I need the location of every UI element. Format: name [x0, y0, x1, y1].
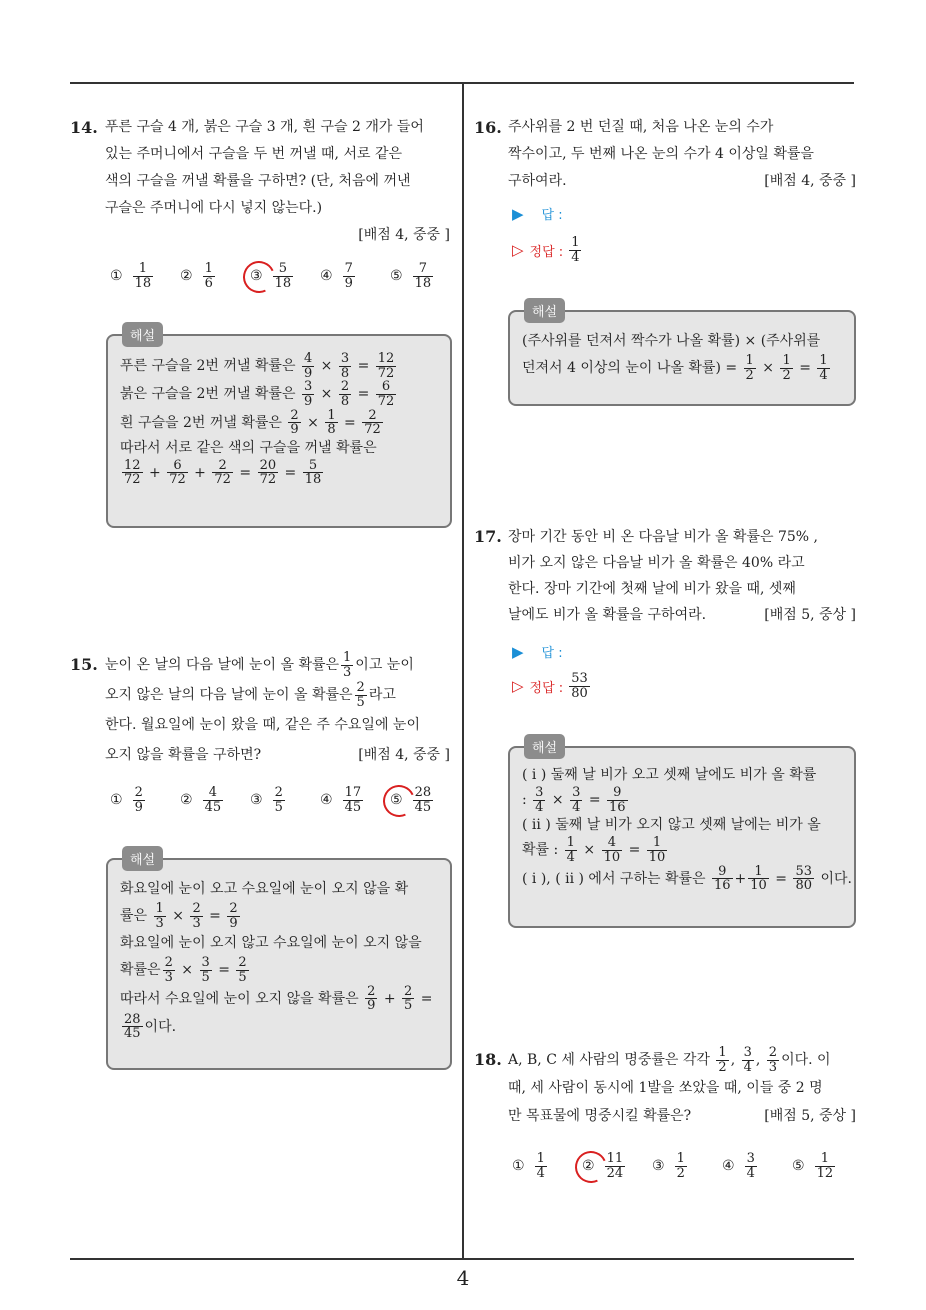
choices-18	[512, 1152, 862, 1180]
points-label: [배점 5, 중상 ]	[764, 1108, 856, 1125]
choice-3[interactable]: ③ $\frac{5}{18}$	[250, 262, 320, 290]
answer-row-16: ▶ 답 :	[512, 204, 563, 223]
question-text: 장마 기간 동안 비 온 다음날 비가 올 확률은 75% , 비가 오지 않은 다음날 비가 올 확률은 40% 라고 한다. 장마 기간에 첫째 날에 비가 왔을 때, 셋째 날에도 비가 올 확률을 구하여라. [배점 5, 중상 ]	[508, 524, 856, 628]
question-number: 14.	[70, 118, 98, 137]
solution-tag: 해설	[122, 322, 163, 347]
choice-4[interactable]: ④ $\frac{3}{4}$	[722, 1151, 755, 1181]
column-divider	[462, 84, 464, 1258]
bottom-rule	[70, 1258, 854, 1260]
question-text: 푸른 구슬 4 개, 붉은 구슬 3 개, 흰 구슬 2 개가 들어 있는 주머니에서 구슬을 두 번 꺼낼 때, 서로 같은 색의 구슬을 꺼낼 확률을 구하면? (단, 처음에 꺼낸 구슬은 주머니에 다시 넣지 않는다.) [배점 4, 중중 ]	[105, 114, 450, 249]
points-label: [배점 4, 중중 ]	[358, 227, 450, 243]
outline-triangle-icon: ▷	[512, 677, 524, 696]
choice-2[interactable]: ② $\frac{1}{6}$	[180, 261, 213, 291]
choice-1[interactable]: ① $\frac{2}{9}$	[110, 785, 143, 815]
question-text: 주사위를 2 번 던질 때, 처음 나온 눈의 수가 짝수이고, 두 번째 나온 눈의 수가 4 이상일 확률을 구하여라. [배점 4, 중중 ]	[508, 114, 856, 195]
question-number: 16.	[474, 118, 502, 137]
solution-box-14: 해설 푸른 구슬을 2번 꺼낼 확률은 $\frac{4}{9}$ × $\frac{3}{8}$ = $\frac{12}{72}$ 붉은 구슬을 2번 꺼낼 확률은 $\frac{3}{9}$ × $\frac{2}{8}$ = $\frac{6}{72}$ 흰 구슬을 2번 꺼낼 확률은 $\frac{2}{9}$ × $\frac{1}{8}$ = $\frac{2}{72}$ 따라서 서로 같은 색의 구슬을 꺼낼 확률은 $\frac{12}{72}$ + $\frac{6}{72}$ + $\frac{2}{72}$ = $\frac{20}{72}$ = $\frac{5}{18}$	[106, 334, 452, 528]
solution-tag: 해설	[524, 734, 565, 759]
solution-tag: 해설	[122, 846, 163, 871]
choice-1[interactable]: ① $\frac{1}{18}$	[110, 261, 152, 291]
points-label: [배점 5, 중상 ]	[764, 607, 856, 623]
choice-1[interactable]: ① $\frac{1}{4}$	[512, 1151, 545, 1181]
play-triangle-icon: ▶	[512, 204, 524, 223]
choice-5[interactable]: ⑤ $\frac{7}{18}$	[390, 261, 432, 291]
choice-5[interactable]: ⑤ $\frac{28}{45}$	[390, 786, 460, 814]
outline-triangle-icon: ▷	[512, 241, 524, 260]
question-text: 눈이 온 날의 다음 날에 눈이 올 확률은 $\frac{1}{3}$ 이고 눈이 오지 않은 날의 다음 날에 눈이 올 확률은 $\frac{2}{5}$ 라고 한다. 월요일에 눈이 왔을 때, 같은 주 수요일에 눈이 오지 않을 확률을 구하면? [배점 4, 중중 ]	[105, 650, 450, 770]
points-label: [배점 4, 중중 ]	[764, 173, 856, 189]
answer-value: $\frac{1}{4}$	[571, 235, 580, 265]
choice-2[interactable]: ② $\frac{4}{45}$	[180, 785, 222, 815]
question-number: 18.	[474, 1050, 502, 1069]
solution-box-16: 해설 (주사위를 던져서 짝수가 나올 확률) × (주사위를 던져서 4 이상의 눈이 나올 확률) = $\frac{1}{2}$ × $\frac{1}{2}$ = $\frac{1}{4}$	[508, 310, 856, 406]
choice-3[interactable]: ③ $\frac{2}{5}$	[250, 785, 283, 815]
solution-tag: 해설	[524, 298, 565, 323]
choice-2[interactable]: ② $\frac{11}{24}$	[582, 1152, 652, 1180]
question-number: 17.	[474, 527, 502, 546]
correct-answer-row-17: ▷ 정답 : $\frac{53}{80}$	[512, 671, 588, 701]
choices-15	[110, 786, 460, 814]
answer-value: $\frac{53}{80}$	[571, 671, 588, 701]
choices-14	[110, 262, 460, 290]
points-label: [배점 4, 중중 ]	[358, 747, 450, 763]
answer-row-17: ▶ 답 :	[512, 642, 563, 661]
choice-4[interactable]: ④ $\frac{17}{45}$	[320, 785, 362, 815]
question-text: A, B, C 세 사람의 명중률은 각각 $\frac{1}{2}$ , $\frac{3}{4}$ , $\frac{2}{3}$ 이다. 이 때, 세 사람이 동시에 1발을 쏘았을 때, 이들 중 2 명 만 목표물에 명중시킬 확률은? [배점 5, 중상 ]	[508, 1046, 856, 1130]
question-number: 15.	[70, 655, 98, 674]
correct-answer-row-16: ▷ 정답 : $\frac{1}{4}$	[512, 235, 580, 265]
choice-4[interactable]: ④ $\frac{7}{9}$	[320, 261, 353, 291]
choice-5[interactable]: ⑤ $\frac{1}{12}$	[792, 1151, 834, 1181]
page-number: 4	[456, 1266, 470, 1290]
play-triangle-icon: ▶	[512, 642, 524, 661]
choice-3[interactable]: ③ $\frac{1}{2}$	[652, 1151, 685, 1181]
solution-box-15: 해설 화요일에 눈이 오고 수요일에 눈이 오지 않을 확 률은 $\frac{1}{3}$ × $\frac{2}{3}$ = $\frac{2}{9}$ 화요일에 눈이 오지 않고 수요일에 눈이 오지 않을 확률은 $\frac{2}{3}$ × $\frac{3}{5}$ = $\frac{2}{5}$ 따라서 수요일에 눈이 오지 않을 확률은 $\frac{2}{9}$ + $\frac{2}{5}$ = $\frac{28}{45}$ 이다.	[106, 858, 452, 1070]
solution-box-17: 해설 ( i ) 둘째 날 비가 오고 셋째 날에도 비가 올 확률 : $\frac{3}{4}$ × $\frac{3}{4}$ = $\frac{9}{16}$ ( ii ) 둘째 날 비가 오지 않고 셋째 날에는 비가 올 확률 : $\frac{1}{4}$ × $\frac{4}{10}$ = $\frac{1}{10}$ ( i ), ( ii ) 에서 구하는 확률은 $\frac{9}{16}$ + $\frac{1}{10}$ = $\frac{53}{80}$ 이다.	[508, 746, 856, 928]
